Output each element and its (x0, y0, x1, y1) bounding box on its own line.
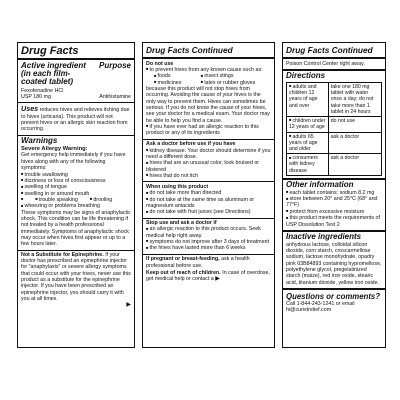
drug-facts-panel-2 (142, 42, 275, 348)
table-cell: ask a doctor (328, 154, 381, 176)
list-item: ■ hives that are an unusual color, look bruised or blistered (146, 160, 271, 173)
table-cell: ask a doctor (328, 132, 381, 154)
symptom-tail: These symptoms may be signs of anaphylactic shock. This condition can be life threatening if not treated by a health professional immediately. Symptoms of anaphylactic shock may occur when hives first appear or up to a few hours later. (21, 209, 131, 248)
list-item: ■ this product meets the requirements of USP Dissolution Test 2 (286, 215, 382, 228)
continued-arrow-icon: ▶ (215, 276, 220, 283)
purpose-heading: Purpose (98, 60, 131, 70)
list-item: ■ kidney disease. Your doctor should determine if you need a different dose. (146, 148, 271, 161)
stop-use-heading: Stop use and ask a doctor if (146, 220, 217, 227)
keep-out-text: In case of overdose, get medical help or contact a (146, 269, 270, 283)
list-item: ■ protect from excessive moisture (286, 209, 382, 215)
uses-section (18, 103, 134, 135)
other-information-heading: Other information (286, 180, 354, 190)
panel-title: Drug Facts Continued (283, 43, 385, 59)
symptom-list (21, 172, 131, 210)
list-item: ■ foods (154, 73, 201, 79)
list-item: ■ trouble swallowing (21, 172, 131, 178)
list-item: ■ swelling of tongue (21, 184, 131, 190)
questions-section (283, 290, 385, 316)
epinephrine-heading: Not a Substitute for Epinephrine. (21, 251, 104, 258)
table-cell: do not use (328, 117, 381, 132)
list-item: ■ do not take with fruit juices (see Directions) (146, 209, 271, 215)
drug-facts-panel-1 (17, 42, 135, 348)
table-row (287, 132, 382, 154)
uses-heading: Uses (21, 103, 39, 113)
list-item: ■ each tablet contains: sodium 8.2 mg (286, 190, 382, 196)
warnings-section (18, 136, 134, 312)
causes-tail: because this product will not stop hives from occurring. Avoiding the cause of your hives is the only way to prevent them. Hives can sometimes be serious. If you do not know the cause of your hives, see your doctor for a medical exam. Your doctor may be able to help you find a cause. (146, 86, 270, 124)
inactive-ingredients-text: anhydrous lactose, colloidal silicon dioxide, corn starch, croscarmellose sodium, lactose monohydrate, opadry pink 03B84893 containing hypromellose, polyethylene glycol, pregelatinized starch (maize), red iron oxide, stearic acid, titanium dioxide, yellow iron oxide. (286, 241, 382, 286)
do-not-use-extra: ■ if you have ever had an allergic reaction to this product or any of its ingredients (146, 124, 271, 137)
panel-title: Drug Facts Continued (143, 43, 274, 59)
do-not-use-section (143, 59, 274, 140)
directions-heading: Directions (286, 71, 326, 81)
table-cell: ■ children under 12 years of age (289, 118, 326, 130)
when-using-heading: When using this product (146, 183, 209, 190)
other-information-section (283, 180, 385, 232)
table-cell: ■ consumers with kidney disease (289, 155, 326, 174)
list-item: ■ store between 20° and 25°C (68° and 77°F) (286, 196, 382, 209)
warnings-heading: Warnings (21, 136, 58, 146)
inactive-ingredients-heading: Inactive ingredients (286, 232, 362, 242)
list-item: ■ ■ trouble speaking (35, 197, 77, 203)
ingredient-purpose: Antihistamine (99, 94, 131, 101)
list-item: ■ do not take at the same time as aluminum or magnesium antacids (146, 197, 271, 210)
do-not-use-heading: Do not use (146, 60, 174, 67)
panel-title: Drug Facts (18, 43, 134, 60)
list-item: ■ dizziness or loss of consciousness (21, 178, 131, 184)
active-ingredient-section (18, 60, 134, 103)
list-item: ■ latex or rubber gloves (201, 80, 271, 86)
list-item: ■ medicines (154, 80, 201, 86)
email-line: hi@curistrelief.com (286, 307, 332, 314)
list-item: ■ insect stings (201, 73, 271, 79)
phone-line: Call 1-844-243-1241 or email (286, 301, 355, 307)
keep-out-heading: Keep out of reach of children. (146, 269, 221, 276)
list-item: ■ swelling in or around mouth (21, 191, 131, 197)
list-item: ■ drooling (90, 197, 112, 203)
questions-heading: Questions or comments? (286, 291, 381, 301)
list-item: ■ hives that do not itch (146, 173, 271, 179)
table-row (287, 117, 382, 132)
ask-doctor-heading: Ask a doctor before use if you have (146, 141, 236, 148)
directions-table (286, 82, 382, 176)
ingredient-name: Fexofenadine HCl (21, 87, 64, 94)
list-item: ■ symptoms do not improve after 3 days of treatment (146, 239, 271, 245)
drug-facts-panel-3 (282, 42, 386, 348)
list-item: ■ the hives have lasted more than 6 weeks (146, 245, 271, 251)
ask-doctor-section (143, 140, 274, 183)
when-using-section (143, 182, 274, 218)
ingredient-dose: USP 180 mg (21, 94, 51, 101)
table-cell: ■ adults and children 12 years of age and over (289, 84, 326, 109)
directions-section (283, 71, 385, 180)
stop-use-section (143, 219, 274, 255)
list-item: ■ an allergic reaction to this product occurs. Seek medical help right away. (146, 226, 271, 239)
table-cell: take one 180 mg tablet with water once a day; do not take more than 1 tablet in 24 hours (328, 82, 381, 116)
active-ingredient-heading: Active ingredient (in each film-coated tablet) (21, 60, 86, 87)
do-not-use-intro: ■ to prevent hives from any known cause such as: (146, 67, 271, 73)
pregnancy-section (143, 255, 274, 286)
table-cell: ■ adults 65 years of age and older (289, 134, 326, 153)
inactive-ingredients-section (283, 232, 385, 290)
uses-text: reduces hives and relieves itching due to hives (urticaria). This product will not prevent hives or an allergic skin reaction from occurring. (21, 106, 130, 133)
pregnancy-text: ask a health professional before use. (146, 256, 250, 269)
table-row (287, 154, 382, 176)
poison-control-line: Poison Control Center right away. (283, 59, 385, 71)
allergy-intro: Get emergency help immediately if you have hives along with any of the following symptoms: (21, 152, 126, 172)
list-item: ■ do not take more than directed (146, 190, 271, 196)
table-row (287, 82, 382, 116)
pregnancy-heading: If pregnant or breast-feeding, (146, 256, 220, 263)
continued-arrow-icon: ▶ (126, 302, 131, 309)
list-item: ■ wheezing or problems breathing (21, 203, 131, 209)
epinephrine-text: If your doctor has prescribed an epinephrine injector for "anaphylaxis" or severe allergy symptoms that could occur with your hives, never use this product as a substitute for the epinephrine injector. If you have been prescribed an epinephrine injector, you should carry it with you at all times. (21, 251, 131, 303)
allergy-heading: Severe Allergy Warning: (21, 145, 88, 152)
